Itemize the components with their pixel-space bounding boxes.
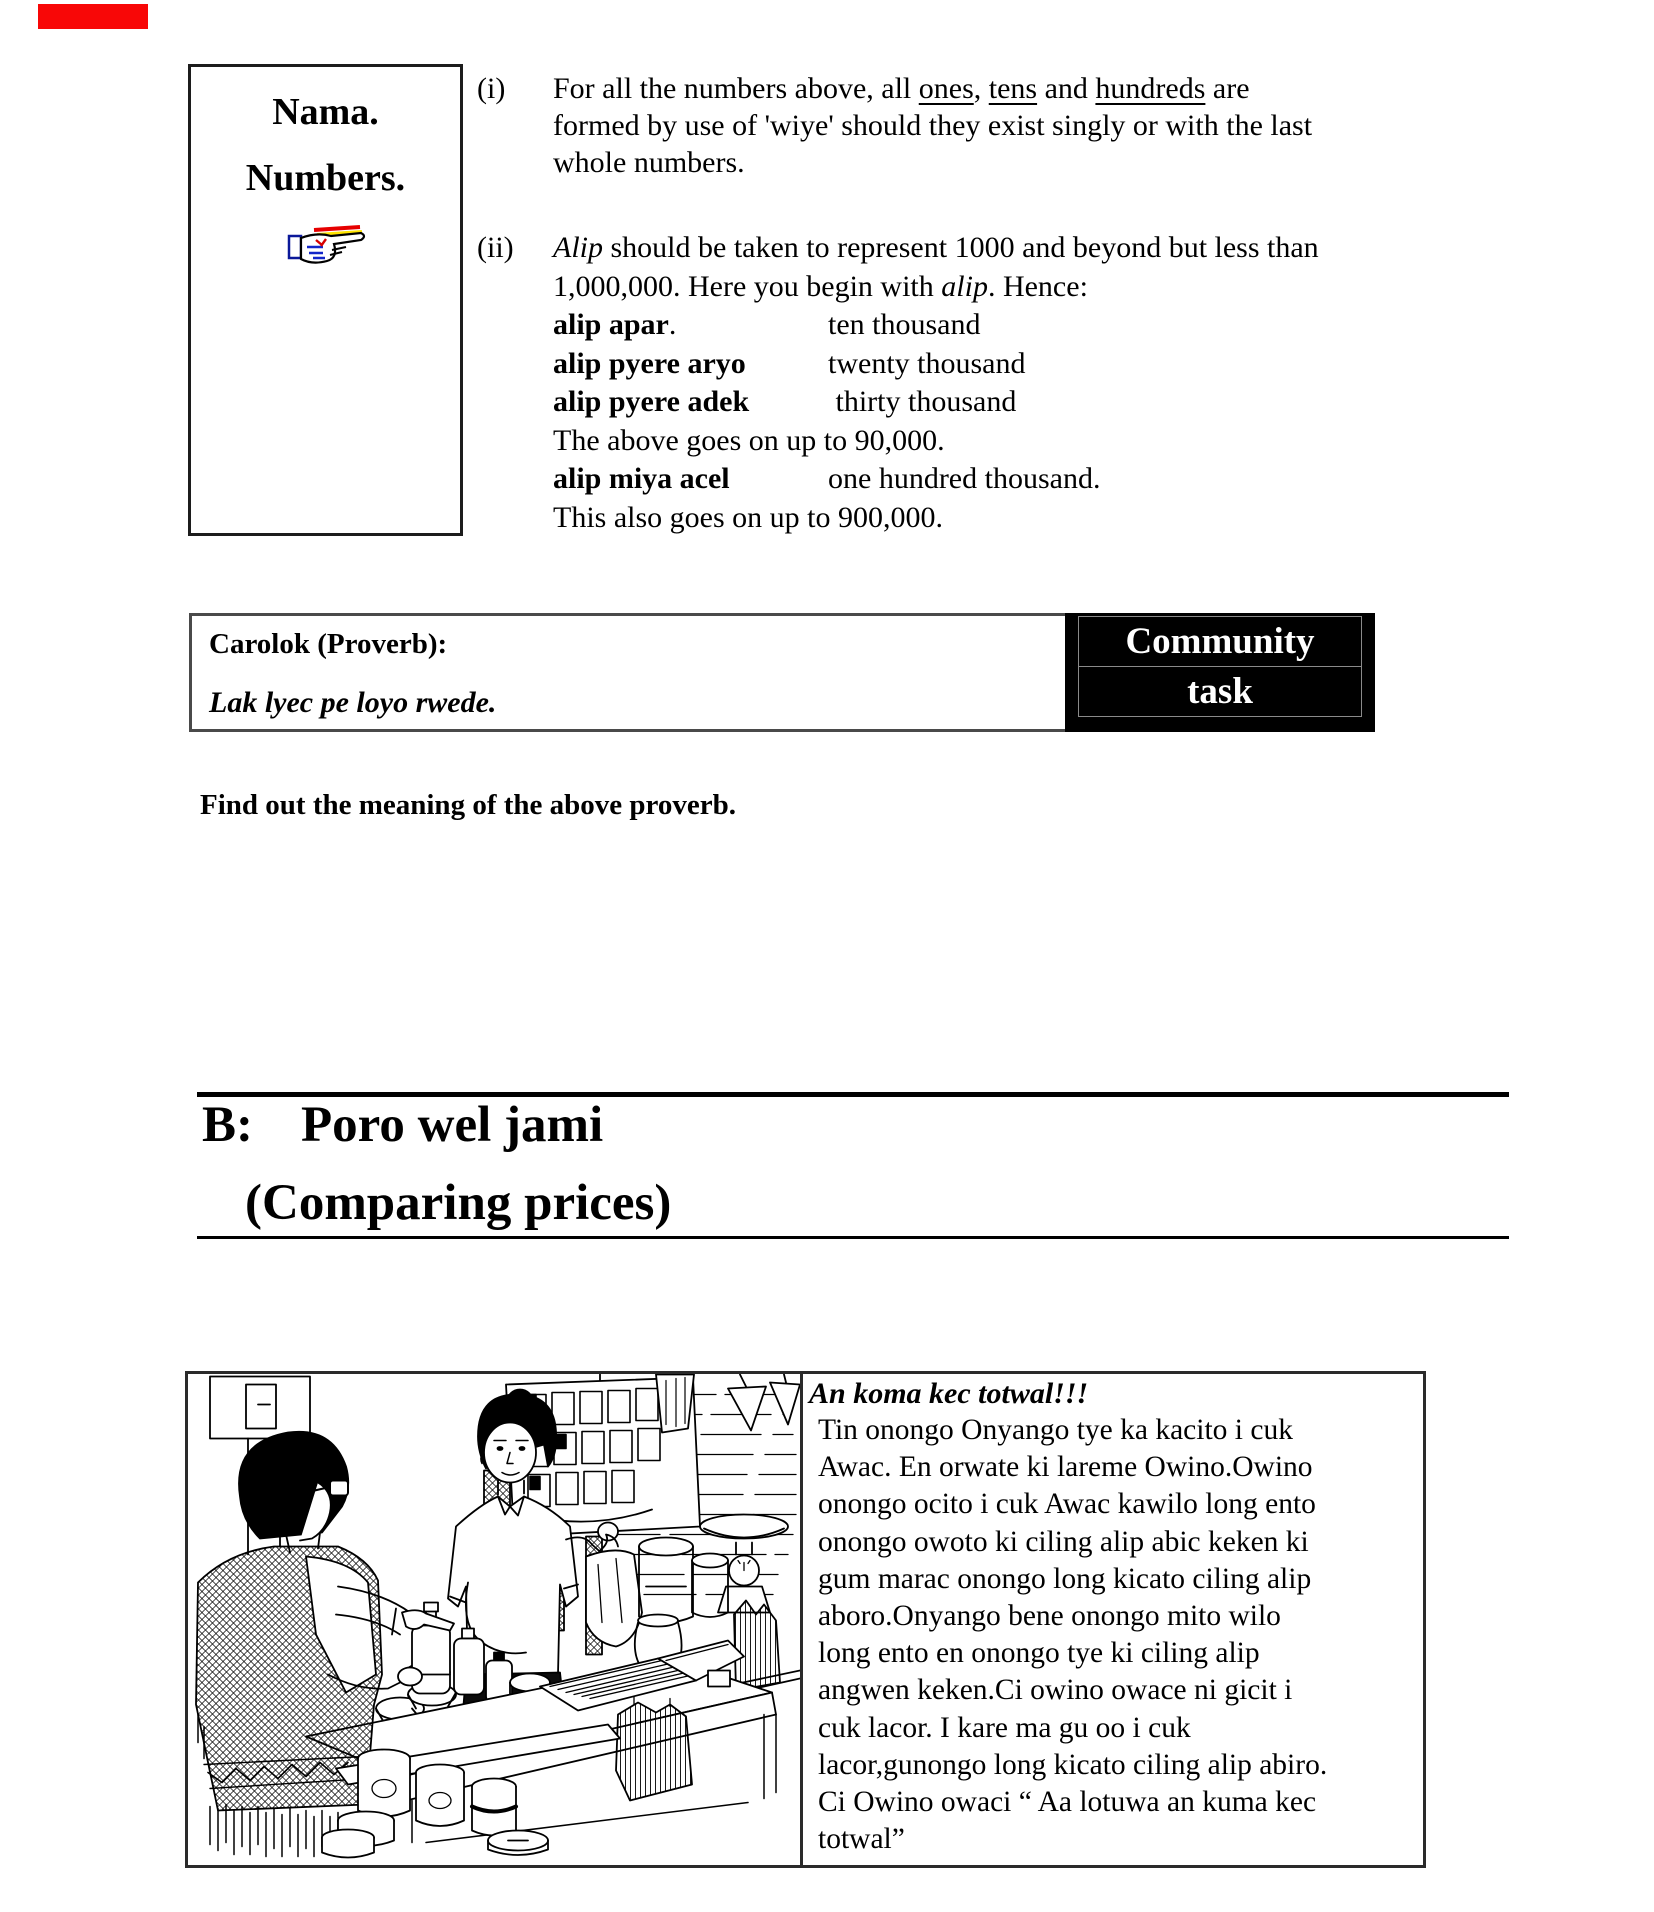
text-line xyxy=(553,422,1319,461)
note-ii-text xyxy=(553,229,1319,537)
text-line xyxy=(553,268,1319,307)
story-box-divider xyxy=(800,1374,803,1865)
text-line: onongo owoto ki ciling alip abic keken ki xyxy=(818,1525,1309,1558)
text-line xyxy=(553,383,1319,422)
vocabulary-definition: thirty thousand xyxy=(828,385,1017,418)
text-line: Tin onongo Onyango tye ka kacito i cuk xyxy=(818,1414,1293,1446)
text-run: should be taken to represent 1000 and beyond but less than xyxy=(603,231,1319,264)
text-run: . xyxy=(668,308,677,341)
text-line xyxy=(553,70,1312,107)
text-run: The above goes on up to 90,000. xyxy=(553,423,945,457)
text-run: ones xyxy=(918,72,974,105)
text-run: alip pyere aryo xyxy=(553,346,746,380)
text-run: This also goes on up to 900,000. xyxy=(553,500,943,534)
text-line xyxy=(553,499,1319,538)
text-run: and xyxy=(1037,72,1096,105)
vocabulary-term xyxy=(553,306,828,345)
community-task-badge-rows xyxy=(1078,616,1362,717)
text-line: totwal” xyxy=(818,1823,905,1856)
topic-box xyxy=(188,64,463,536)
text-run: , xyxy=(973,72,989,105)
note-ii xyxy=(477,229,1319,537)
recording-marker xyxy=(38,4,148,29)
section-rule-bottom xyxy=(197,1236,1509,1239)
community-task-badge xyxy=(1065,613,1375,732)
story-title: An koma kec totwal!!! xyxy=(809,1377,1089,1410)
vocabulary-definition: twenty thousand xyxy=(828,346,1026,380)
text-run: alip pyere adek xyxy=(553,385,750,418)
text-line: aboro.Onyango bene onongo mito wilo xyxy=(818,1600,1281,1633)
text-line xyxy=(553,107,1312,144)
text-run: alip miya acel xyxy=(553,462,730,495)
text-run: whole numbers. xyxy=(553,146,745,179)
note-ii-label: (ii) xyxy=(477,231,514,264)
topic-title-luo: Nama. xyxy=(272,91,379,133)
section-subtitle: (Comparing prices) xyxy=(245,1175,672,1231)
text-run: Alip xyxy=(553,231,603,264)
badge-line-2: task xyxy=(1187,671,1253,712)
text-run: are xyxy=(1205,72,1250,105)
task-instruction: Find out the meaning of the above proverb. xyxy=(200,789,736,821)
proverb-section xyxy=(189,613,1375,732)
text-run: formed by use of 'wiye' should they exist singly or with the last xyxy=(553,109,1313,142)
text-line: long ento en onongo tye ki ciling alip xyxy=(818,1637,1260,1670)
story-box xyxy=(185,1371,1426,1868)
text-line: Awac. En orwate ki lareme Owino.Owino xyxy=(818,1451,1313,1484)
text-run: alip apar xyxy=(553,308,669,341)
proverb-heading: Carolok (Proverb): xyxy=(209,628,448,660)
badge-line-1: Community xyxy=(1079,617,1361,667)
story-text-cell xyxy=(805,1374,1423,1865)
pointing-hand-icon xyxy=(286,223,366,272)
text-line xyxy=(553,460,1319,499)
text-line: Ci Owino owaci “ Aa lotuwa an kuma kec xyxy=(818,1786,1317,1819)
market-scene-illustration xyxy=(188,1374,800,1865)
vocabulary-term xyxy=(553,460,828,499)
section-title: Poro wel jami xyxy=(301,1097,604,1153)
text-run: tens xyxy=(988,72,1038,105)
topic-title-english: Numbers. xyxy=(245,156,406,199)
note-i xyxy=(477,70,1312,181)
vocabulary-definition: one hundred thousand. xyxy=(828,462,1101,495)
text-line: cuk lacor. I kare ma gu oo i cuk xyxy=(818,1711,1191,1744)
text-line xyxy=(553,306,1319,345)
text-line xyxy=(553,345,1319,384)
text-line: gum marac onongo long kicato ciling alip xyxy=(818,1562,1312,1595)
vocabulary-term xyxy=(553,383,828,422)
proverb-text: Lak lyec pe loyo rwede. xyxy=(209,686,497,719)
text-line: lacor,gunongo long kicato ciling alip abiro. xyxy=(818,1748,1328,1781)
text-line xyxy=(553,144,1312,181)
text-line: angwen keken.Ci owino owace ni gicit i xyxy=(818,1674,1293,1707)
text-run: 1,000,000. Here you begin with xyxy=(553,269,942,303)
vocabulary-term xyxy=(553,345,828,384)
text-run: alip xyxy=(941,269,988,303)
vocabulary-definition: ten thousand xyxy=(828,308,981,341)
story-body xyxy=(809,1412,1417,1858)
text-run: For all the numbers above, all xyxy=(553,72,919,105)
text-run: . Hence: xyxy=(987,269,1088,303)
note-i-label: (i) xyxy=(477,72,506,105)
text-line xyxy=(553,229,1319,268)
note-i-text xyxy=(553,70,1312,181)
text-run: hundreds xyxy=(1095,72,1206,105)
text-line: onongo ocito i cuk Awac kawilo long ento xyxy=(818,1488,1316,1521)
section-letter: B: xyxy=(202,1097,253,1153)
